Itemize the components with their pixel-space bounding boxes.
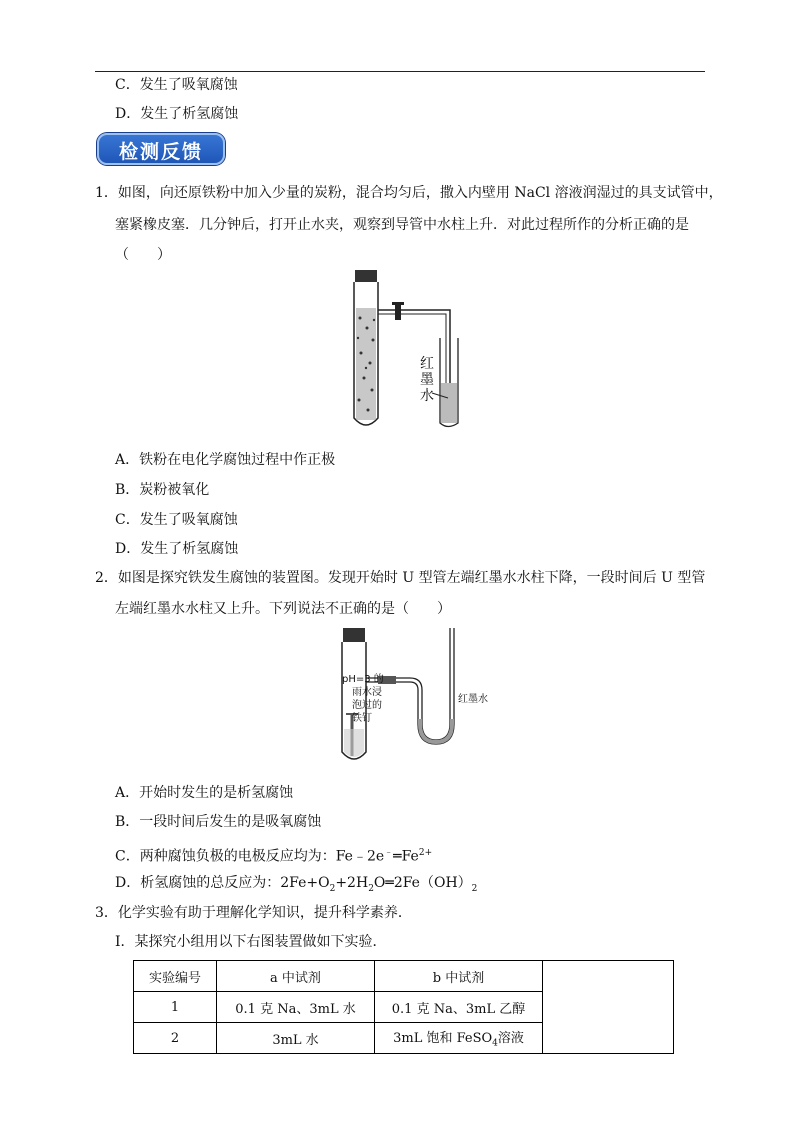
- table-cell: 3mL 饱和 FeSO$_4$溶液: [375, 1023, 543, 1054]
- q3-stem: 3．化学实验有助于理解化学知识，提升科学素养．: [95, 905, 412, 921]
- experiment-table: [133, 960, 674, 1054]
- q1-option-a: A．铁粉在电化学腐蚀过程中作正极: [115, 452, 336, 468]
- table-cell: 3mL 水: [217, 1023, 375, 1054]
- q1-apparatus-figure: [340, 268, 480, 438]
- prev-option-c: C．发生了吸氧腐蚀: [115, 77, 238, 93]
- table-cell: 2: [134, 1023, 217, 1054]
- table-header-row: [134, 961, 674, 992]
- header-rule: [95, 71, 705, 72]
- q2-stem-line2: 左端红墨水水柱又上升。下列说法不正确的是（ ）: [115, 601, 451, 617]
- q2-option-a: A．开始时发生的是析氢腐蚀: [115, 785, 294, 801]
- q2-option-c: C．两种腐蚀负极的电极反应均为：$Fe﹣2e^﹣═Fe^{2+}$: [115, 848, 433, 865]
- q1-figure-label: 红墨水: [420, 356, 434, 404]
- q1-stem-line3: （ ）: [115, 247, 171, 263]
- table-cell: 1: [134, 992, 217, 1023]
- q2-option-b: B．一段时间后发生的是吸氧腐蚀: [115, 814, 322, 830]
- q1-stem-line2: 塞紧橡皮塞．几分钟后，打开止水夹，观察到导管中水柱上升．对此过程所作的分析正确的是: [115, 217, 689, 233]
- q2-option-d: D．析氢腐蚀的总反应为：$2Fe+O_2+2H_2O═2Fe(OH)_2$: [115, 875, 478, 894]
- prev-option-d: D．发生了析氢腐蚀: [115, 106, 239, 122]
- table-cell: 0.1 克 Na、3mL 水: [217, 992, 375, 1023]
- q2-label-soak: 泡过的: [352, 700, 382, 711]
- table-header-cell: 实验编号: [134, 961, 217, 992]
- q3-part1: Ⅰ．某探究小组用以下右图装置做如下实验．: [115, 934, 387, 950]
- q1-option-b: B．炭粉被氧化: [115, 482, 210, 498]
- q1-option-d: D．发生了析氢腐蚀: [115, 541, 239, 557]
- q1-stem-line1: 1．如图，向还原铁粉中加入少量的炭粉，混合均匀后，撒入内壁用 NaCl 溶液润湿过的具支试管中，: [95, 185, 723, 201]
- section-badge: 检测反馈: [97, 133, 225, 165]
- q1-option-c: C．发生了吸氧腐蚀: [115, 512, 238, 528]
- table-header-cell: a 中试剂: [217, 961, 375, 992]
- q2-label-ph: pH=3 的: [342, 674, 384, 685]
- table-figure-cell: [543, 961, 674, 1054]
- q2-label-rain: 雨水浸: [352, 687, 382, 698]
- q2-label-nail: 铁钉: [352, 713, 372, 724]
- q2-label-ink: 红墨水: [458, 694, 488, 705]
- table-cell: 0.1 克 Na、3mL 乙醇: [375, 992, 543, 1023]
- table-header-cell: b 中试剂: [375, 961, 543, 992]
- q2-stem-line1: 2．如图是探究铁发生腐蚀的装置图。发现开始时 U 型管左端红墨水水柱下降，一段时间后 U 型管: [95, 570, 706, 586]
